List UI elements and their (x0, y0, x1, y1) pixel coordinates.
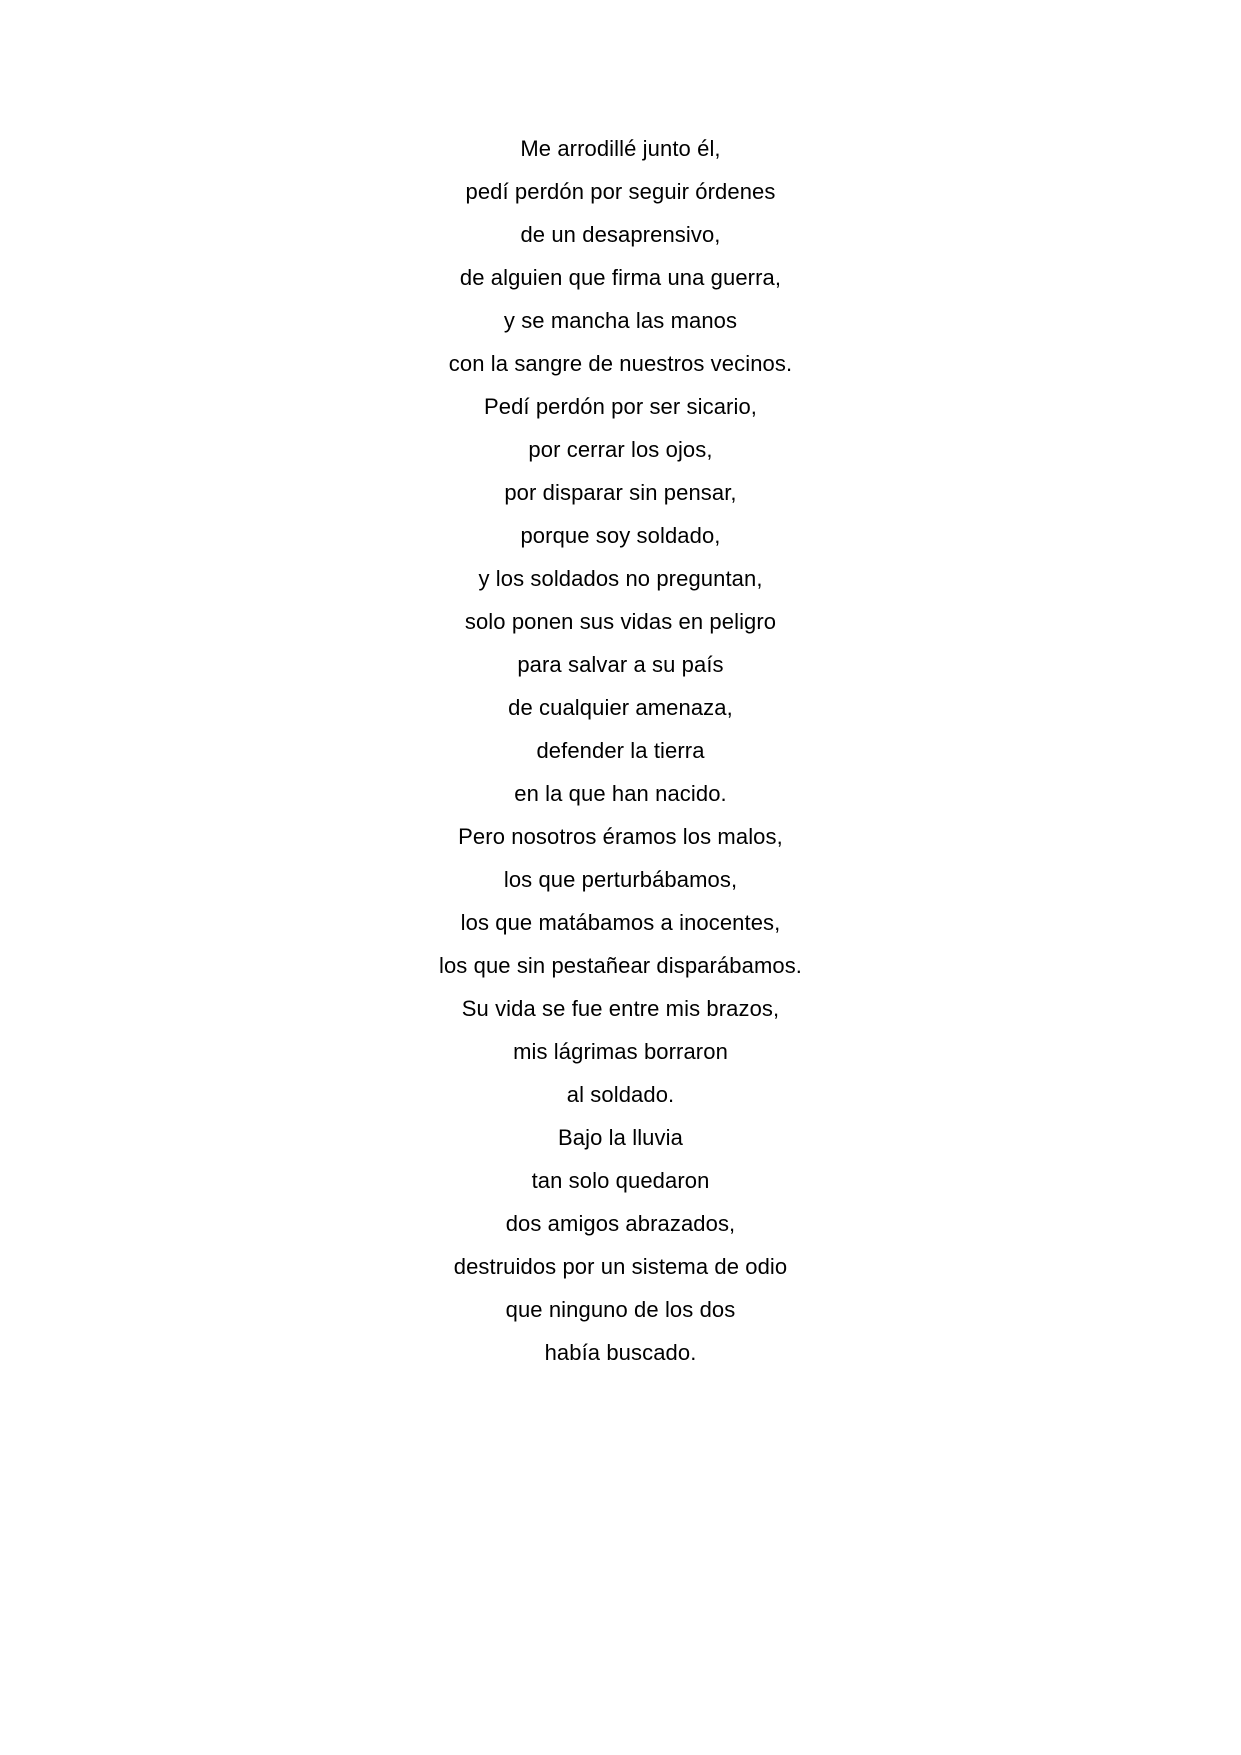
poem-line: y los soldados no preguntan, (478, 566, 763, 591)
poem-line: dos amigos abrazados, (505, 1211, 736, 1236)
poem-line: los que sin pestañear disparábamos. (438, 953, 803, 978)
poem-line: al soldado. (566, 1082, 675, 1107)
poem-line: mis lágrimas borraron (513, 1039, 728, 1064)
poem-line: Pedí perdón por ser sicario, (483, 394, 758, 419)
poem-line: pedí perdón por seguir órdenes (465, 179, 776, 204)
poem-line: destruidos por un sistema de odio (453, 1254, 788, 1279)
poem-line: solo ponen sus vidas en peligro (464, 609, 777, 634)
poem-line: de alguien que firma una guerra, (459, 265, 782, 290)
poem-line: y se mancha las manos (503, 308, 738, 333)
poem-line: que ninguno de los dos (505, 1297, 736, 1322)
poem-line: con la sangre de nuestros vecinos. (448, 351, 793, 376)
poem-line: para salvar a su país (517, 652, 724, 677)
poem-line: los que matábamos a inocentes, (460, 910, 781, 935)
poem-line: Su vida se fue entre mis brazos, (461, 996, 780, 1021)
poem-line: los que perturbábamos, (503, 867, 738, 892)
poem-line: por disparar sin pensar, (504, 480, 737, 505)
poem-line: defender la tierra (536, 738, 705, 763)
poem-line: Bajo la lluvia (558, 1125, 683, 1150)
poem-line: de cualquier amenaza, (508, 695, 733, 720)
poem-line: tan solo quedaron (531, 1168, 710, 1193)
poem-line: Me arrodillé junto él, (520, 136, 721, 161)
poem-line: había buscado. (544, 1340, 697, 1365)
poem-line: porque soy soldado, (520, 523, 721, 548)
poem-line: en la que han nacido. (514, 781, 727, 806)
poem-line: de un desaprensivo, (520, 222, 721, 247)
poem-line: por cerrar los ojos, (528, 437, 713, 462)
poem-line: Pero nosotros éramos los malos, (458, 824, 783, 849)
